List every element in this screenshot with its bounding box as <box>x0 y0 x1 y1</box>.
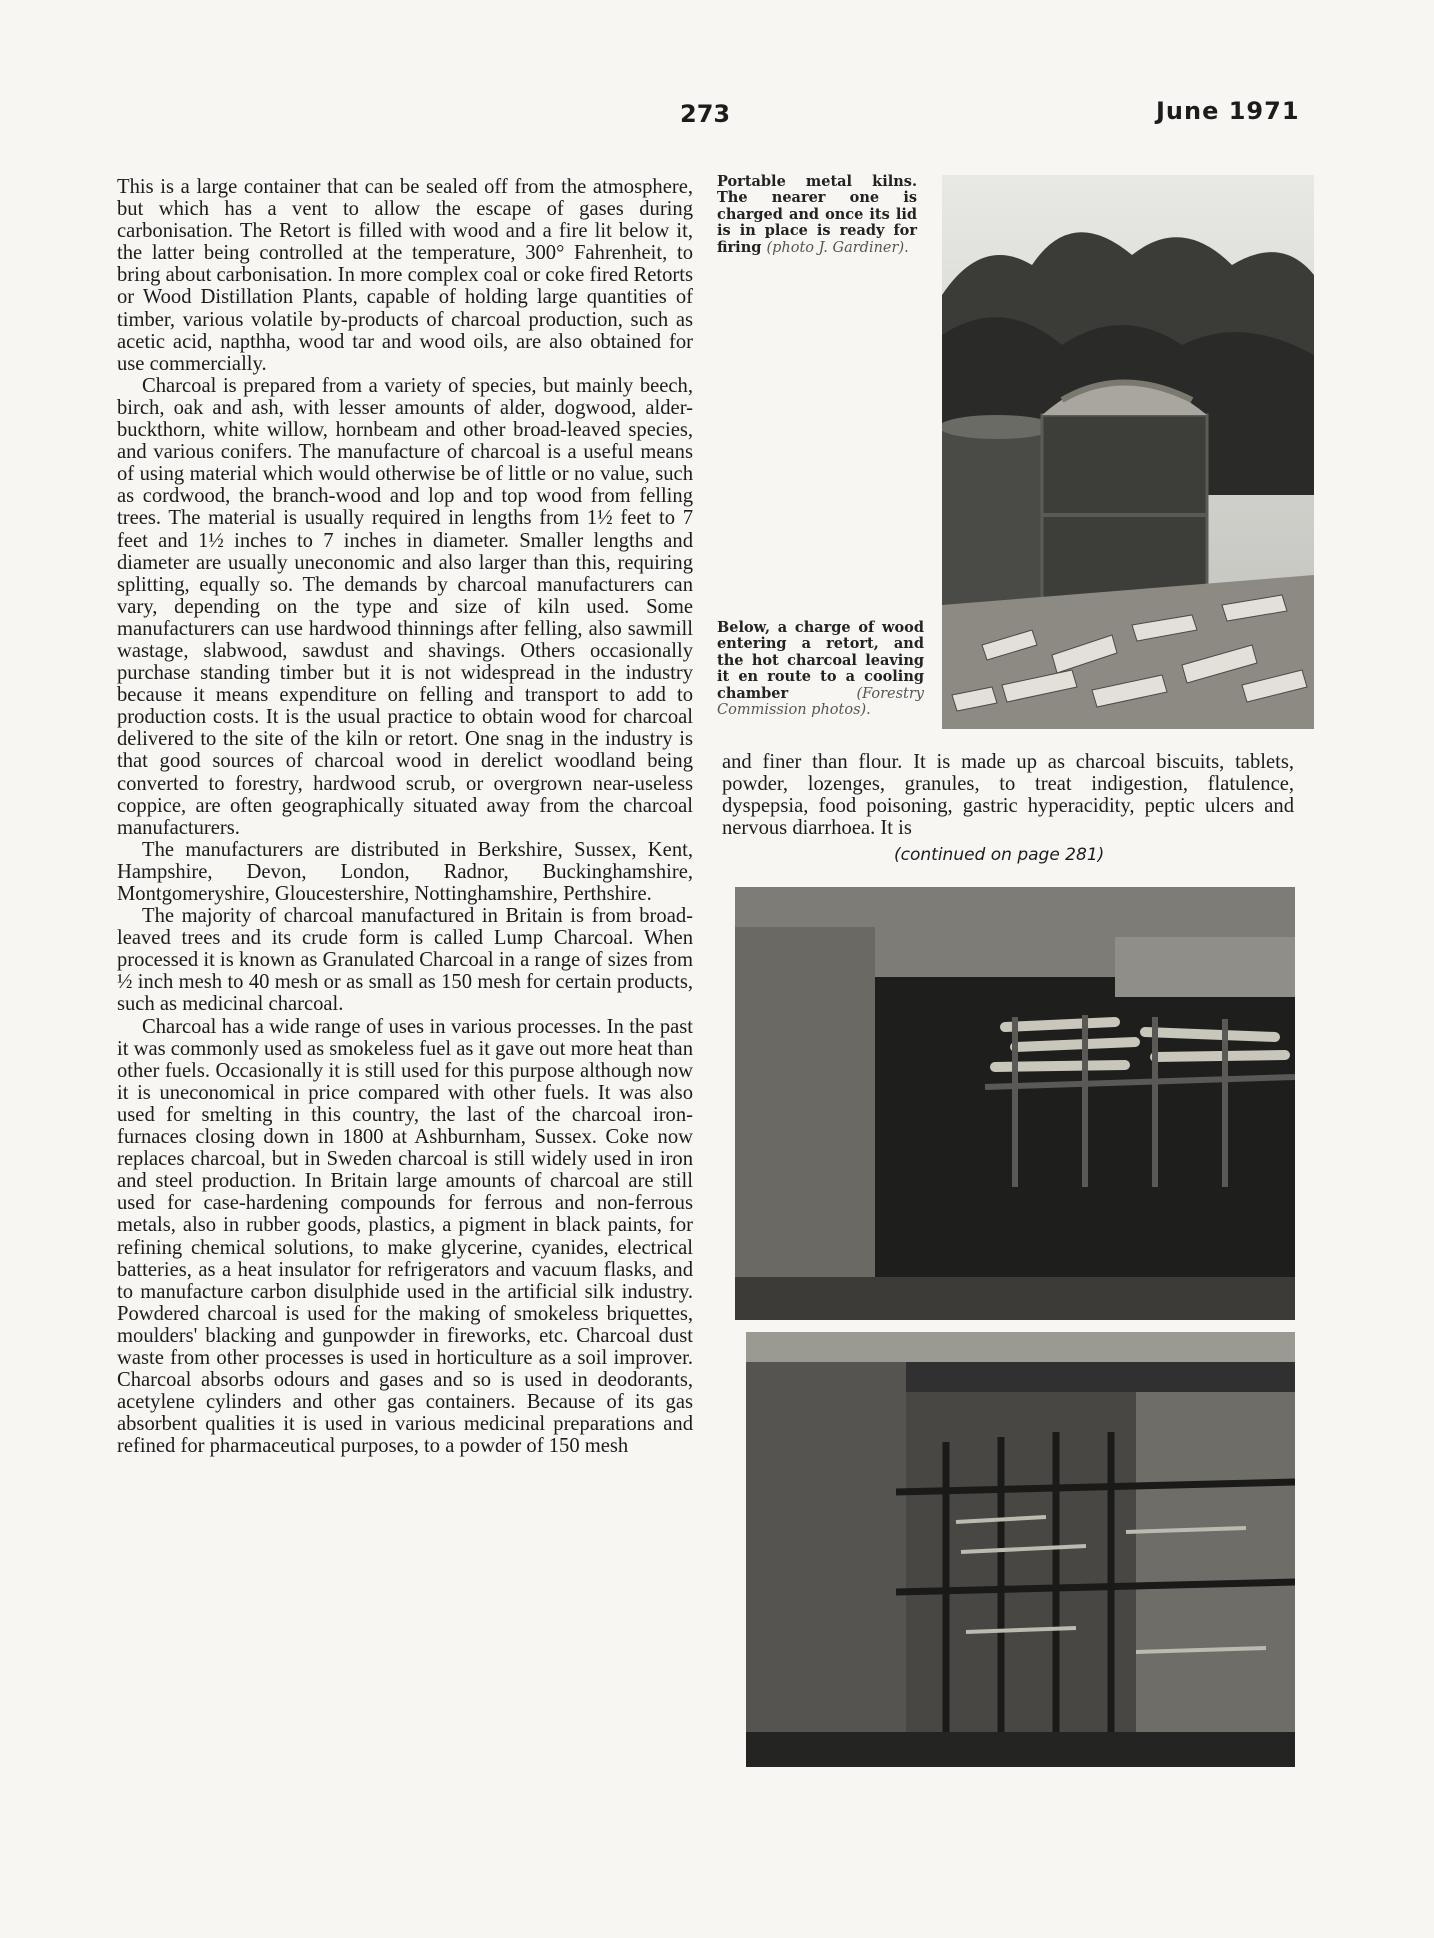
photo-wood-entering-retort <box>735 887 1295 1320</box>
paragraph-lump-charcoal: The majority of charcoal manufactured in Britain is from broad-leaved trees and its crude form is called Lump Charcoal. When processed it is known as Granulated Charcoal in a range of sizes from ½ inch mesh to 40 mesh or as small as 150 mesh for certain products, such as medicinal charcoal. <box>117 905 693 1016</box>
paragraph-manufacturers: The manufacturers are distributed in Berkshire, Sussex, Kent, Hampshire, Devon, London, Radnor, Buckinghamshire, Montgomeryshire, Gloucestershire, Nottinghamshire, Perthshire. <box>117 838 693 905</box>
caption-retort-credit: (Forestry Commission photos). <box>717 685 924 719</box>
right-column-text: and finer than flour. It is made up as charcoal biscuits, tablets, powder, lozenges, granules, to treat indigestion, flatulence, dyspepsia, food poisoning, gastric hyperacidity, peptic ulcers and nervous diarrhoea. It is <box>722 751 1294 840</box>
caption-retort <box>717 620 924 718</box>
paragraph-retort: This is a large container that can be sealed off from the atmosphere, but which has a vent to allow the escape of gases during carbonisation. The Retort is filled with wood and a fire lit below it, the latter being controlled at the temperature, 300° Fahrenheit, to bring about carbonisation. In more complex coal or coke fired Retorts or Wood Distillation Plants, capable of holding large quantities of timber, various volatile by-products of charcoal production, such as acetic acid, napthha, wood tar and wood oils, are also obtained for use commercially. <box>117 176 693 375</box>
page-number: 273 <box>680 100 731 128</box>
issue-date: June 1971 <box>1156 97 1300 125</box>
continued-note: (continued on page 281) <box>894 845 1105 865</box>
paragraph-uses: Charcoal has a wide range of uses in various processes. In the past it was commonly used as smokeless fuel as it gave out more heat than other fuels. Occasionally it is still used for this purpose although now it is uneconomical in price compared with other fuels. It was also used for smelting in this country, the last of the charcoal iron-furnaces closing down in 1800 at Ashburnham, Sussex. Coke now replaces charcoal, but in Sweden charcoal is still widely used in iron and steel production. In Britain large amounts of charcoal are still used for case-hardening compounds for ferrous and non-ferrous metals, also in rubber goods, plastics, a pigment in black paints, for refining chemical solutions, to make glycerine, cyanides, electrical batteries, as a heat insulator for refrigerators and vacuum flasks, and to manufacture carbon disulphide used in the artificial silk industry. Powdered charcoal is used for the making of smokeless briquettes, moulders' blacking and gunpowder in fireworks, etc. Charcoal dust waste from other processes is used in horticulture as a soil improver. Charcoal absorbs odours and gases and so is used in deodorants, acetylene cylinders and other gas containers. Because of its gas absorbent qualities it is used in various medicinal preparations and refined for pharmaceutical purposes, to a powder of 150 mesh <box>117 1015 693 1458</box>
caption-kilns <box>717 174 917 256</box>
photo-portable-metal-kilns <box>942 175 1314 729</box>
caption-kilns-text: Portable metal kilns. The nearer one is charged and once its lid is in place is ready for firing <box>717 173 917 256</box>
paragraph-species: Charcoal is prepared from a variety of species, but mainly beech, birch, oak and ash, with lesser amounts of alder, dogwood, alder-buckthorn, white willow, hornbeam and other broad-leaved species, and various conifers. The manufacture of charcoal is a useful means of using material which would otherwise be of little or no value, such as cordwood, the branch-wood and lop and top wood from felling trees. The material is usually required in lengths from 1½ feet to 7 feet and 1½ inches to 7 inches in diameter. Smaller lengths and diameter are usually uneconomic and also larger than this, requiring splitting, equally so. The demands by charcoal manufacturers can vary, depending on the type and size of kiln used. Some manufacturers can use hardwood thinnings after felling, also sawmill wastage, slabwood, sawdust and shavings. Others occasionally purchase standing timber but it is not widespread in the industry because it means expenditure on felling and transport to add to production costs. It is the usual practice to obtain wood for charcoal delivered to the site of the kiln or retort. One snag in the industry is that good sources of charcoal wood in derelict woodland being converted to forestry, hardwood scrub, or overgrown near-useless coppice, are often geographically situated away from the charcoal manufacturers. <box>117 374 693 839</box>
caption-kilns-credit: (photo J. Gardiner). <box>766 239 909 256</box>
photo-charcoal-leaving-retort <box>746 1332 1295 1767</box>
caption-retort-text: Below, a charge of wood entering a retort, and the hot charcoal leaving it en route to a cooling chamber <box>717 619 924 702</box>
left-column-text <box>117 176 693 1457</box>
